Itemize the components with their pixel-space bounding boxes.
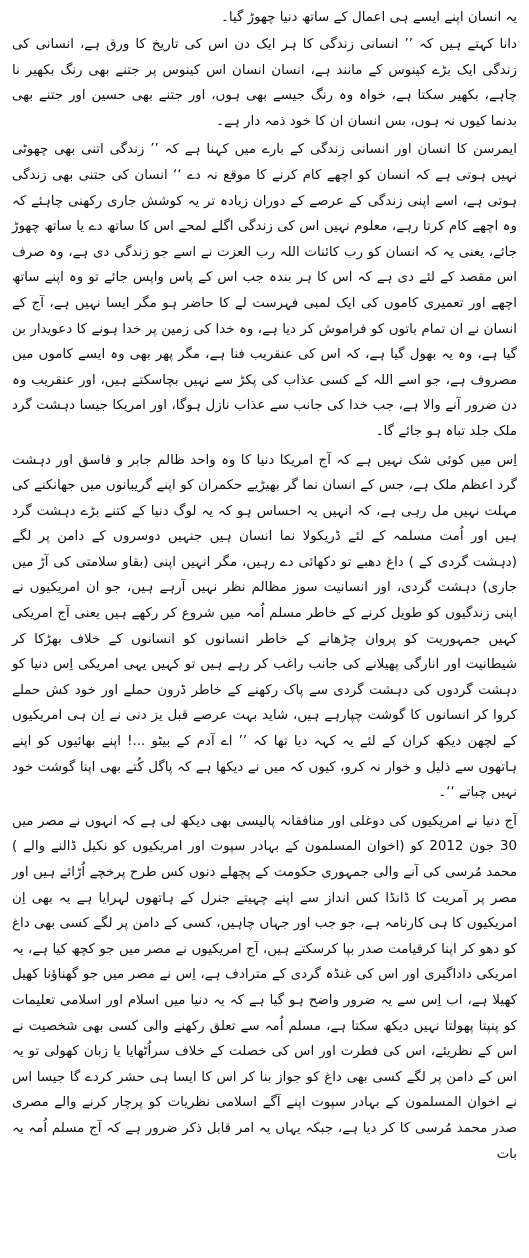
paragraph-america-terror: اِس میں کوئی شک نہیں ہے کہ آج امریکا دنیا کا وہ واحد ظالم جابر و فاسق اور دہشت گرد اعظم ملک ہے، جس کے انسان نما گر بھیڑیے حکمران کو اپنے گریبانوں میں جھانکنے کی مہلت نہیں مل رہی ہے، کہ انہیں یہ احساس ہو کہ یہ لوگ دنیا کے کتنے بڑے دہشت گرد ہیں اور اُمت مسلمہ کے لئے ڈریکولا نما انسان ہیں جنہیں دوسروں کے دامن پر لگے (دہشت گردی کے ) داغ دھبے تو دکھائی دے رہیں، مگر انہیں اپنی (بقاو سلامتی کی آڑ میں جاری) دہشت گردی، اور انسانیت سوز مظالم نظر نہیں آرہے ہیں، جو ان امریکیوں نے اپنی زندگیوں کو طویل کرنے کے خاطر مسلم اُمہ میں شروع کر رکھے ہیں یعنی آج امریکی کہیں جمہوریت کو پروان چڑھانے کے خاطر انسانوں کو انسانوں کے خلاف بھڑکا کر شیطانیت اور انارگی پھیلانے کی جانب راغب کر رہے ہیں تو کہیں یہی امریکی اِس دنیا کو دہشت گردوں کی دہشت گردی سے پاک رکھنے کے خاطر ڈرون حملے اور خود کش حملے کروا کر انسانوں کا گوشت چپارہے ہیں، شاید بہت عرصے قبل یز دنی نے اِن ہی امریکیوں کے لچھن دیکھ کران کے لئے یہ کہہ دیا تھا کہ ’’ اے آدم کے بیٹو ...! اپنے بھائیوں کو اپنے ہاتھوں سے ذلیل و خوار نہ کرو، کیوں کہ میں نے دیکھا ہے کہ پاگل کُتے بھی اپنا گوشت خود نہیں چباتے ‘‘۔ [12,452,517,801]
paragraph-emerson-life: ایمرسن کا انسان اور انسانی زندگی کے بارے میں کہنا ہے کہ ’’ زندگی اتنی بھی چھوٹی نہیں ہوتی ہے کہ انسان کو اچھے کام کرنے کا موقع نہ دے ‘‘ انسان کی جتنی بھی زندگی ہوتی ہے، اسے اپنی زندگی کے عرصے کے دوران زیادہ تر یہ کوشش جاری رکھنی چاہئے کہ وہ اچھے کام کرتا رہے، معلوم نہیں اس کی زندگی اگلے لمحے اس کا ساتھ دے یا ساتھ چھوڑ جائے، یعنی یہ کہ انسان کو رب کائنات اللہ رب العزت نے اسے جو زندگی دی ہے، وہ صرف اس مقصد کے لئے دی ہے کہ اس کا ہر بندہ جب اس کے پاس واپس جائے تو وہ اپنے ساتھ اچھے اور تعمیری کاموں کی ایک لمبی فہرست لے کا حاضر ہو مگر ایسا نہیں ہے، آج کے انسان نے ان تمام باتوں کو فراموش کر دیا ہے، وہ خدا کی زمین پر خدا ہونے کا دعویدار بن گیا ہے، وہ یہ بھول گیا ہے، کہ اس کی عنقریب فنا ہے، مگر پھر بھی وہ ایسے کاموں میں مصروف ہے، جو اسے اللہ کے کسی عذاب کی پکڑ سے نہیں بچاسکتے ہیں، اور عنقریب وہ دن ضرور آنے والا ہے، جب خدا کی جانب سے عذاب نازل ہوگا، اور امریکا جیسا دہشت گرد ملک جلد تباہ ہو جائے گا۔ [12,142,517,439]
paragraph-wise-sayings: دانا کہتے ہیں کہ ’’ انسانی زندگی کا ہر ایک دن اس کی تاریخ کا ورق ہے، انسانی کی زندگی ایک بڑے کینوس کے مانند ہے، انسان انسان اس کینوس پر جتنے بھی رنگ بکھیر نا چاہے، بکھیر سکتا ہے، خواہ وہ رنگ جیسے بھی ہوں، اور جتنے بھی حسین اور جتنے بھی بدنما کیوں نہ ہوں، بس انسان ان کا خود ذمہ دار ہے۔ [12,37,517,129]
paragraph-egypt-policy: آج دنیا نے امریکیوں کی دوغلی اور منافقانہ پالیسی بھی دیکھ لی ہے کہ انہوں نے مصر میں 30 جون 2012 کو (اخوان المسلمون کے بہادر سپوت اور امریکیوں کو نکیل ڈالنے والے ) محمد مُرسی کی آنے والی جمہوری حکومت کے پچھلے دنوں کس طرح پرخچے اُڑائے ہیں اور مصر پر آمریت کا ڈانڈا کس انداز سے اپنے چہیتے جنرل کے ہاتھوں لہرایا ہے یہ بھی اِن امریکیوں کا ہی کارنامہ ہے، جو جب اور جہاں چاہیں، کسی کے دامن پر لگے کسی بھی داغ کو دھو کر اپنا کرقیامت صدر بپا کرسکتے ہیں، آج امریکیوں نے مصر میں جو کچھ کیا ہے، یہ امریکی داداگیری اور اس کی غنڈہ گردی کے مترادف ہے، اِس نے مصر میں جو گھناؤنا کھیل کھیلا ہے، اب اِس سے یہ ضرور واضح ہو گیا ہے کہ یہ دنیا میں اسلام اور اسلامی تعلیمات کو پنپتا پھولتا نہیں دیکھ سکتا ہے، مسلم اُمہ سے تعلق رکھنے والی کسی بھی شخصیت نے اس کے نظریئے، اس کی فطرت اور اس کی خصلت کے خلاف سراُٹھایا یا زبان کھولی تو یہ اس کے دامن پر لگے کسی بھی داغ کو جواز بنا کر اس کا ایسا ہی حشر کردے گا جیسا اس نے اخوان المسلمون کے بہادر سپوت اپنے آگے اسلامی نظریات کو پرچار کرنے والے مصری صدر محمد مُرسی کا کر دیا ہے، جبکہ یہاں یہ امر قابل ذکر ضرور ہے کہ آج مسلم اُمہ یہ بات [12,813,517,1162]
opening-line: یہ انسان اپنے ایسے ہی اعمال کے ساتھ دنیا چھوڑ گیا۔ [221,10,517,25]
